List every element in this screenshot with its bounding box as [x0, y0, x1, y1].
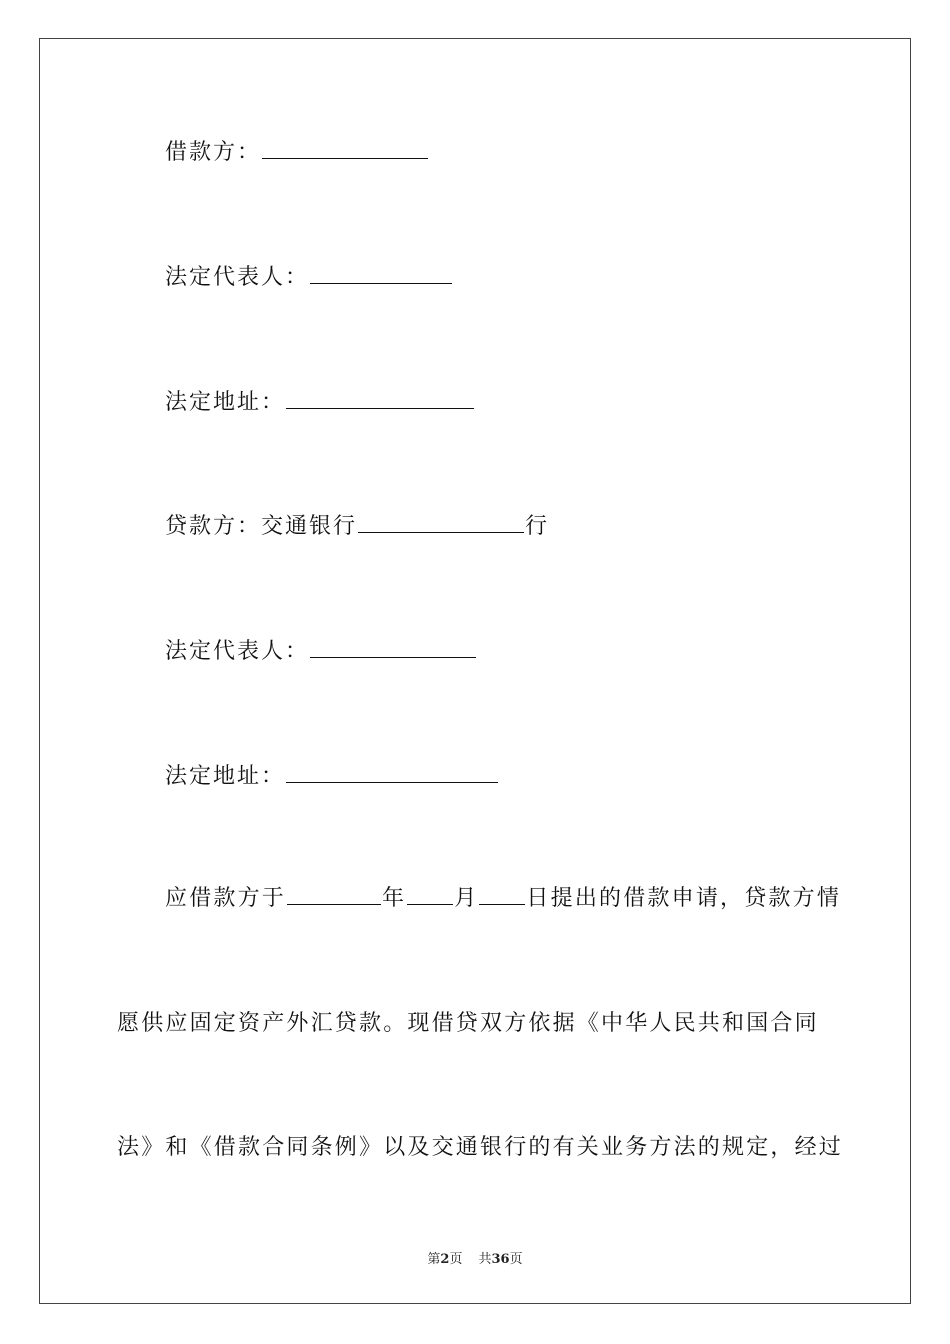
blank-underline: [262, 138, 428, 159]
blank-underline: [358, 512, 524, 533]
field-label: 法定代表人：: [165, 639, 310, 664]
field-lender-representative: [165, 637, 477, 666]
field-label: 法定地址：: [165, 390, 286, 415]
field-label: 借款方：: [165, 140, 262, 165]
blank-underline: [286, 762, 498, 783]
blank-underline: [286, 388, 474, 409]
field-suffix: 行: [525, 514, 550, 539]
footer-text: 共: [478, 1252, 492, 1267]
field-borrower-address: [165, 388, 475, 417]
blank-day: [479, 884, 525, 905]
paragraph-line-2: 愿供应固定资产外汇贷款。现借贷双方依据《中华人民共和国合同: [117, 1011, 819, 1036]
paragraph-line-1: [165, 884, 842, 913]
footer-text: 页: [449, 1252, 463, 1267]
field-label: 法定地址：: [165, 764, 286, 789]
blank-underline: [310, 263, 452, 284]
field-label: 贷款方：交通银行: [165, 514, 358, 539]
field-borrower-representative: [165, 263, 453, 292]
total-pages: 36: [491, 1252, 510, 1267]
field-label: 法定代表人：: [165, 265, 310, 290]
field-lender: [165, 512, 549, 541]
field-lender-address: [165, 762, 499, 791]
paragraph-line-3: 法》和《借款合同条例》以及交通银行的有关业务方法的规定，经过: [117, 1135, 844, 1160]
page-footer: [0, 1248, 950, 1267]
blank-year: [287, 884, 381, 905]
paragraph-text: 年: [382, 886, 407, 911]
page-number: 2: [440, 1252, 450, 1267]
paragraph-text: 应借款方于: [165, 886, 287, 911]
blank-underline: [310, 637, 476, 658]
blank-month: [407, 884, 453, 905]
footer-text: 页: [509, 1252, 523, 1267]
page-border: [39, 38, 911, 1304]
field-borrower: [165, 138, 429, 167]
paragraph-text: 日提出的借款申请，贷款方情: [526, 886, 842, 911]
footer-text: 第: [427, 1252, 441, 1267]
paragraph-text: 月: [454, 886, 479, 911]
